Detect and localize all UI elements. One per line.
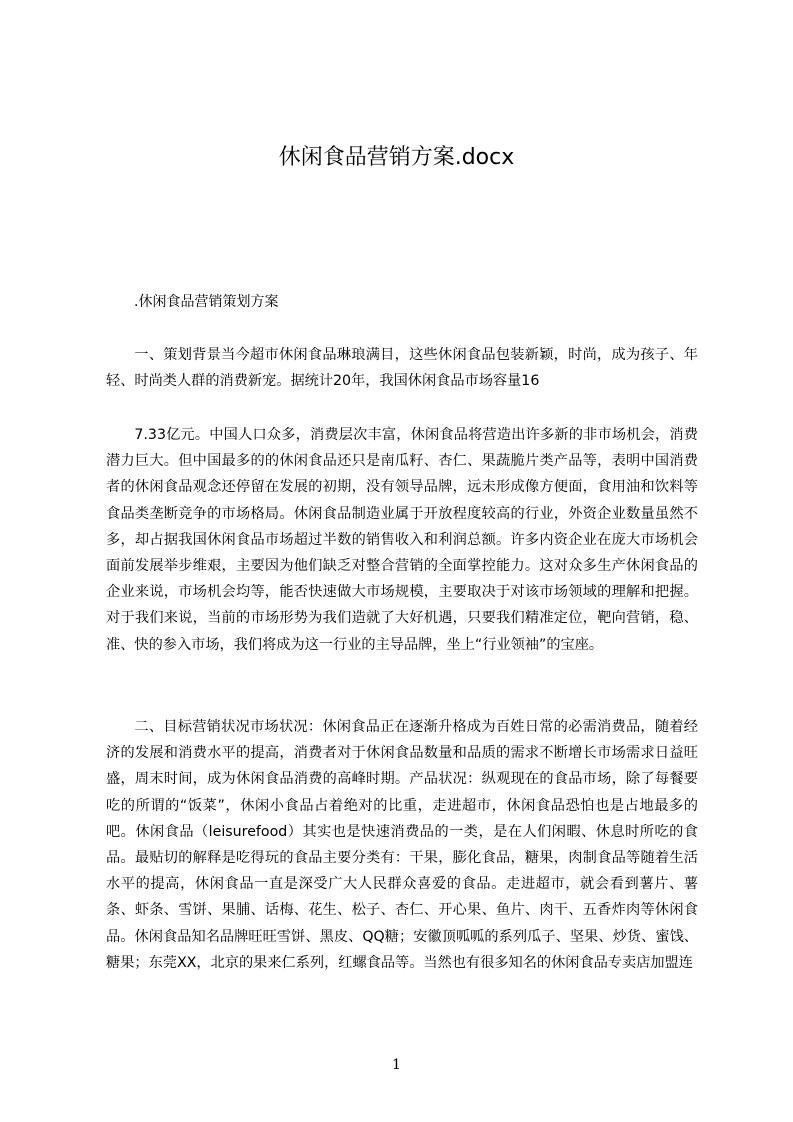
paragraph-target-marketing: 二、目标营销状况市场状况：休闲食品正在逐渐升格成为百姓日常的必需消费品，随着经济的发展和消费水平的提高，消费者对于休闲食品数量和品质的需求不断增长市场需求日益旺盛，周末时间，成为休闲食品消费的高峰时期。产品状况：纵观现在的食品市场，除了每餐要吃的所谓的“饭菜”，休闲小食品占着绝对的比重，走进超市，休闲食品恐怕也是占地最多的吧。休闲食品（leisurefood）其实也是快速消费品的一类，是在人们闲暇、休息时所吃的食品。最贴切的解释是吃得玩的食品主要分类有：干果，膨化食品，糖果，肉制食品等随着生活水平的提高，休闲食品一直是深受广大人民群众喜爱的食品。走进超市，就会看到薯片、薯条、虾条、雪饼、果脯、话梅、花生、松子、杏仁、开心果、鱼片、肉干、五香炸肉等休闲食品。休闲食品知名品牌旺旺雪饼、黑皮、QQ糖；安徽顶呱呱的系列瓜子、坚果、炒货、蜜饯、糖果；东莞XX，北京的果来仁系列，红螺食品等。当然也有很多知名的休闲食品专卖店加盟连 — [106, 719, 698, 971]
paragraph-market-overview: 7.33亿元。中国人口众多，消费层次丰富，休闲食品将营造出许多新的非市场机会，消费潜力巨大。但中国最多的的休闲食品还只是南瓜籽、杏仁、果蔬脆片类产品等，表明中国消费者的休闲食品观念还停留在发展的初期，没有领导品牌，远未形成像方便面，食用油和饮料等食品类垄断竞争的市场格局。休闲食品制造业属于开放程度较高的行业，外资企业数量虽然不多，却占据我国休闲食品市场超过半数的销售收入和利润总额。许多内资企业在庞大市场机会面前发展举步维艰，主要因为他们缺乏对整合营销的全面掌控能力。这对众多生产休闲食品的企业来说，市场机会均等，能否快速做大市场规模，主要取决于对该市场领域的理解和把握。对于我们来说，当前的市场形势为我们造就了大好机遇，只要我们精准定位，靶向营销，稳、准、快的参入市场，我们将成为这一行业的主导品牌，坐上“行业领袖”的宝座。 — [106, 427, 698, 653]
page-number: 1 — [392, 1057, 401, 1073]
document-subtitle: .休闲食品营销策划方案 — [134, 294, 279, 310]
paragraph-background: 一、策划背景当今超市休闲食品琳琅满目，这些休闲食品包装新颖，时尚，成为孩子、年轻、时尚类人群的消费新宠。据统计20年，我国休闲食品市场容量16 — [106, 347, 698, 390]
document-title: 休闲食品营销方案.docx — [278, 145, 515, 170]
